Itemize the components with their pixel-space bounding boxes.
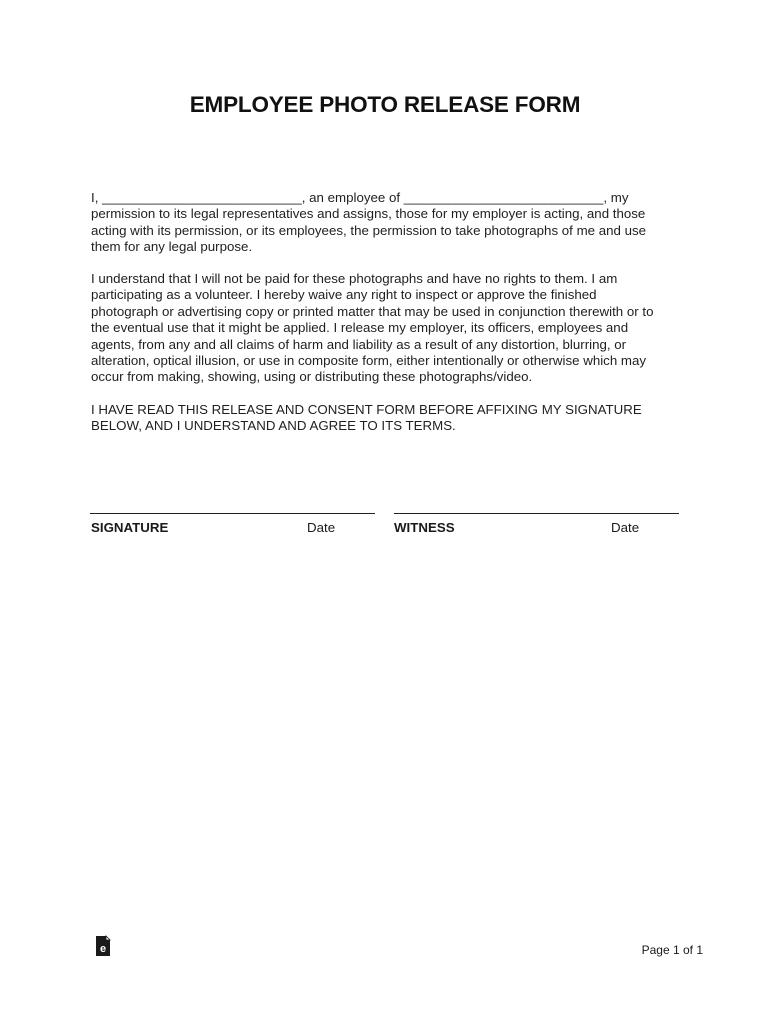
svg-text:e: e xyxy=(99,943,107,955)
intro-paragraph xyxy=(91,190,691,256)
document-e-icon xyxy=(95,935,111,957)
paragraph-line: agents, from any and all claims of harm and liability as a result of any distortion, blurring, or xyxy=(91,336,627,352)
paragraph-line: BELOW, AND I UNDERSTAND AND AGREE TO ITS TERMS. xyxy=(91,418,456,434)
paragraph-line: permission to its legal representatives and assigns, those for my employer is acting, and those xyxy=(91,206,646,222)
paragraph-line: participating as a volunteer. I hereby waive any right to inspect or approve the finished xyxy=(91,287,597,303)
document-title: EMPLOYEE PHOTO RELEASE FORM xyxy=(189,92,581,117)
paragraph-line: them for any legal purpose. xyxy=(91,239,253,255)
consent-paragraph xyxy=(91,402,691,435)
paragraph-line: I, ___________________________, an employee of ___________________________, my xyxy=(91,190,629,205)
witness-date-label: Date xyxy=(611,520,640,535)
paragraph-line: photograph or advertising copy or printed matter that may be used in conjunction therewith or to xyxy=(91,303,654,319)
signature-date-label: Date xyxy=(307,520,336,535)
signature-line[interactable] xyxy=(90,513,375,535)
signature-label: SIGNATURE xyxy=(91,520,169,535)
paragraph-line: acting with its permission, or its employees, the permission to take photographs of me and use xyxy=(91,222,647,238)
paragraph-line: occur from making, showing, using or distributing these photographs/video. xyxy=(91,369,533,385)
page-number: Page 1 of 1 xyxy=(641,943,703,957)
paragraph-line: I understand that I will not be paid for these photographs and have no rights to them. I am xyxy=(91,271,618,286)
paragraph-line: alteration, optical illusion, or use in composite form, either intentionally or otherwise which may xyxy=(91,353,647,369)
paragraph-line: the eventual use that it might be applied. I release my employer, its officers, employees and xyxy=(91,320,629,336)
witness-label: WITNESS xyxy=(394,520,455,535)
paragraph-line: I HAVE READ THIS RELEASE AND CONSENT FORM BEFORE AFFIXING MY SIGNATURE xyxy=(91,402,642,417)
release-paragraph xyxy=(91,271,691,386)
witness-line[interactable] xyxy=(394,513,679,535)
